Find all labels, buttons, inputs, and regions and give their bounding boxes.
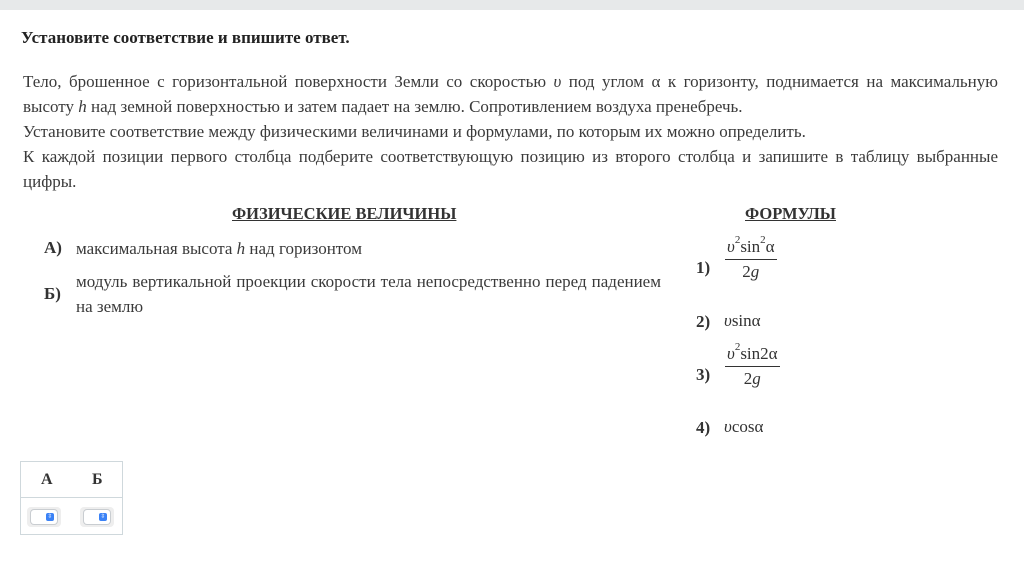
select-arrows-icon[interactable]: ⇳ — [100, 513, 106, 520]
quantities-column-title: ФИЗИЧЕСКИЕ ВЕЛИЧИНЫ — [232, 204, 457, 223]
answer-header-b: Б — [92, 471, 103, 488]
formula-1-numerator: $\upsilon^2\sin^2\alpha$ — [725, 237, 777, 260]
formula-number-1: 1) — [696, 258, 711, 277]
var-h: h — [78, 97, 87, 116]
quantity-text-b: модуль вертикальной проекции скорости тела непосредственно перед падением на землю — [76, 272, 661, 316]
var-v: υ — [553, 72, 562, 91]
task-text — [23, 69, 998, 194]
quantity-text-a: максимальная высота h над горизонтом — [76, 239, 362, 258]
formula-1-denominator: 2g — [742, 262, 760, 281]
answer-select-a-field[interactable] — [31, 510, 57, 524]
answer-table — [20, 461, 123, 535]
formula-4: υcosα — [724, 417, 764, 436]
formula-number-4: 4) — [696, 418, 711, 437]
top-bar — [0, 0, 1024, 10]
formula-number-3: 3) — [696, 365, 711, 384]
quantity-label-b: Б) — [44, 284, 61, 303]
answer-table-divider — [21, 497, 122, 498]
quantity-label-a: А) — [44, 238, 62, 257]
answer-select-a[interactable] — [27, 507, 61, 527]
formula-3 — [725, 341, 780, 389]
select-arrows-icon[interactable]: ⇳ — [47, 513, 53, 520]
formula-number-2: 2) — [696, 312, 711, 331]
answer-select-b[interactable] — [80, 507, 114, 527]
task-paragraph-1: Тело, брошенное с горизонтальной поверхности Земли со скоростью υ под углом α к горизонту, поднимается на максимальную высоту h над земной поверхностью и затем падает на землю. Сопротивлением воздуха пренебречь. — [23, 72, 998, 116]
answer-header-a: А — [41, 471, 53, 488]
formulas-column-title: ФОРМУЛЫ — [745, 204, 836, 223]
task-paragraph-2: Установите соответствие между физическими величинами и формулами, по которым их можно определить. — [23, 122, 806, 141]
formula-3-denominator: 2g — [743, 369, 761, 388]
answer-select-b-field[interactable] — [84, 510, 110, 524]
formula-3-numerator: $\upsilon^2\sin 2\alpha$ — [725, 344, 780, 367]
task-heading: Установите соответствие и впишите ответ. — [21, 28, 350, 47]
formula-2: υsinα — [724, 311, 761, 330]
formula-1 — [725, 234, 777, 282]
task-paragraph-3: К каждой позиции первого столбца подберите соответствующую позицию из второго столбца и запишите в таблицу выбранные цифры. — [23, 147, 998, 191]
